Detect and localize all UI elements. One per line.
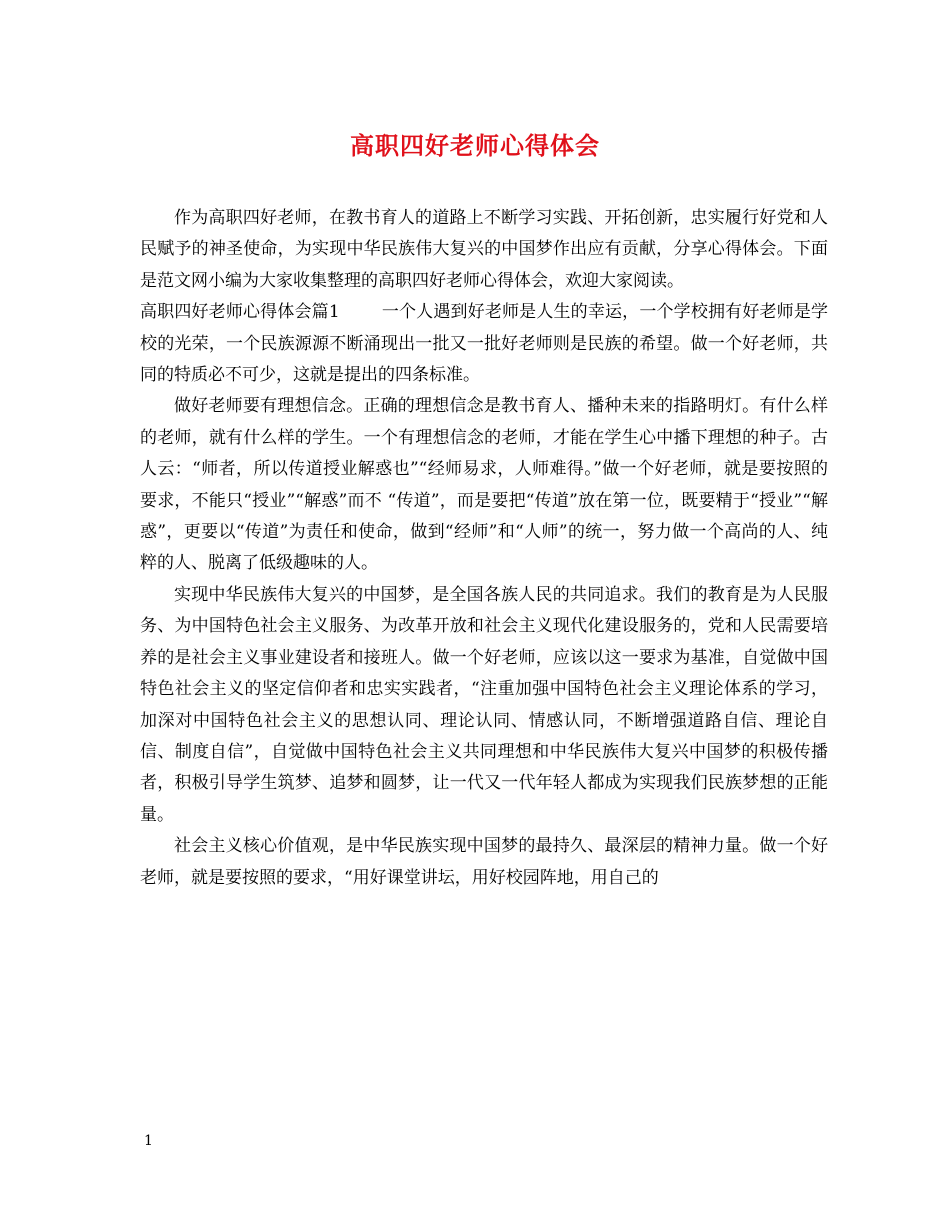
document-body [140,203,828,894]
body-paragraph: 实现中华民族伟大复兴的中国梦，是全国各族人民的共同追求。我们的教育是为人民服务、为中国特色社会主义服务、为改革开放和社会主义现代化建设服务的，党和人民需要培养的是社会主义事业建设者和接班人。做一个好老师，应该以这一要求为基准，自觉做中国特色社会主义的坚定信仰者和忠实实践者，“注重加强中国特色社会主义理论体系的学习，加深对中国特色社会主义的思想认同、理论认同、情感认同，不断增强道路自信、理论自信、制度自信”，自觉做中国特色社会主义共同理想和中华民族伟大复兴中国梦的积极传播者，积极引导学生筑梦、追梦和圆梦，让一代又一代年轻人都成为实现我们民族梦想的正能量。 [140,584,828,825]
body-paragraph: 做好老师要有理想信念。正确的理想信念是教书育人、播种未来的指路明灯。有什么样的老师，就有什么样的学生。一个有理想信念的老师，才能在学生心中播下理想的种子。古人云：“师者，所以传道授业解惑也”“经师易求，人师难得。”做一个好老师，就是要按照的要求，不能只“授业”“解惑”而不 “传道”，而是要把“传道”放在第一位，既要精于“授业”“解惑”，更要以“传道”为责任和使命，做到“经师”和“人师”的统一，努力做一个高尚的人、纯粹的人、脱离了低级趣味的人。 [140,396,828,574]
section-paragraph [140,297,828,391]
section-first-paragraph: 一个人遇到好老师是人生的幸运，一个学校拥有好老师是学校的光荣，一个民族源源不断涌现出一批又一批好老师则是民族的希望。做一个好老师，共同的特质必不可少，这就是提出的四条标准。 [140,302,828,386]
section-heading: 高职四好老师心得体会篇1 [140,302,340,323]
page-number: 1 [144,1133,153,1149]
body-paragraph: 社会主义核心价值观，是中华民族实现中国梦的最持久、最深层的精神力量。做一个好老师，就是要按照的要求，“用好课堂讲坛，用好校园阵地，用自己的 [140,836,828,888]
document-title: 高职四好老师心得体会 [350,131,600,160]
intro-paragraph: 作为高职四好老师，在教书育人的道路上不断学习实践、开拓创新，忠实履行好党和人民赋予的神圣使命，为实现中华民族伟大复兴的中国梦作出应有贡献，分享心得体会。下面是范文网小编为大家收集整理的高职四好老师心得体会，欢迎大家阅读。 [140,208,828,291]
